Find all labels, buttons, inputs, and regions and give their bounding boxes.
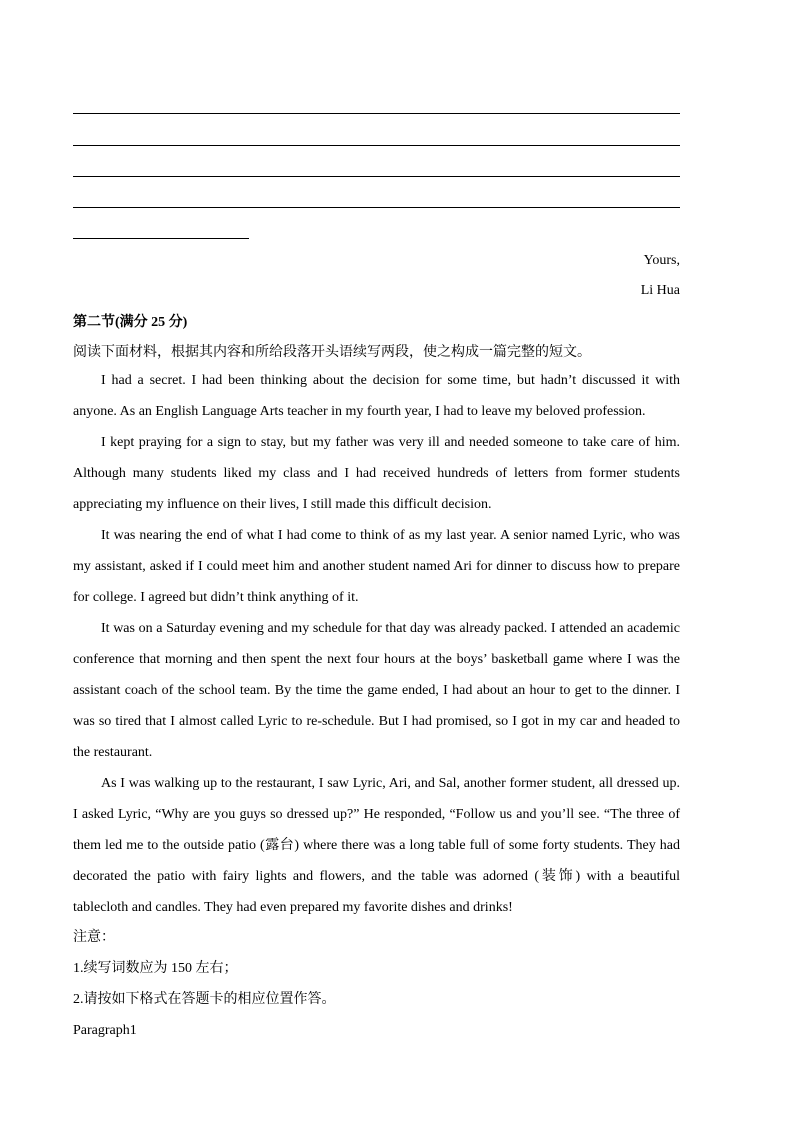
writing-line (73, 113, 680, 114)
writing-line (73, 207, 680, 208)
writing-line (73, 176, 680, 177)
answer-writing-lines (73, 0, 680, 240)
notes-label: 注意： (73, 930, 115, 945)
passage-paragraph: It was nearing the end of what I had come to think of as my last year. A senior named Lyric, who was my assistant, asked if I could meet him and another student named Ari for dinner to discuss how to prepare for college. I agreed but didn’t think anything of it. (73, 528, 680, 605)
notes-block (73, 922, 336, 1046)
passage-paragraph: It was on a Saturday evening and my schedule for that day was already packed. I attended an academic conference that morning and then spent the next four hours at the boys’ basketball game where I was the assistant coach of the school team. By the time the game ended, I had about an hour to get to the dinner. I was so tired that I almost called Lyric to re-schedule. But I had promised, so I got in my car and headed to the restaurant. (73, 621, 680, 760)
section-heading: 第二节(满分 25 分) (73, 315, 188, 330)
paragraph-label: Paragraph1 (73, 1023, 137, 1038)
passage-paragraph: I had a secret. I had been thinking about the decision for some time, but hadn’t discussed it with anyone. As an English Language Arts teacher in my fourth year, I had to leave my beloved profession. (73, 373, 680, 419)
reading-passage (73, 365, 680, 923)
passage-paragraph: As I was walking up to the restaurant, I saw Lyric, Ari, and Sal, another former student, all dressed up. I asked Lyric, “Why are you guys so dressed up?” He responded, “Follow us and you’ll see. “The three of them led me to the outside patio (露台) where there was a long table full of some forty students. They had decorated the patio with fairy lights and flowers, and the table was adorned (装饰) with a beautiful tablecloth and candles. They had even prepared my favorite dishes and drinks! (73, 776, 680, 915)
section-instruction: 阅读下面材料，根据其内容和所给段落开头语续写两段，使之构成一篇完整的短文。 (73, 345, 591, 360)
writing-line (73, 145, 680, 146)
writing-line-short (73, 238, 249, 239)
letter-signature: Li Hua (640, 283, 680, 298)
notes-item: 1.续写词数应为 150 左右； (73, 961, 238, 976)
notes-item: 2.请按如下格式在答题卡的相应位置作答。 (73, 992, 336, 1007)
passage-paragraph: I kept praying for a sign to stay, but my father was very ill and needed someone to take care of him. Although many students liked my class and I had received hundreds of letters from former students appreciating my influence on their lives, I still made this difficult decision. (73, 435, 680, 512)
letter-valediction: Yours, (643, 253, 680, 268)
